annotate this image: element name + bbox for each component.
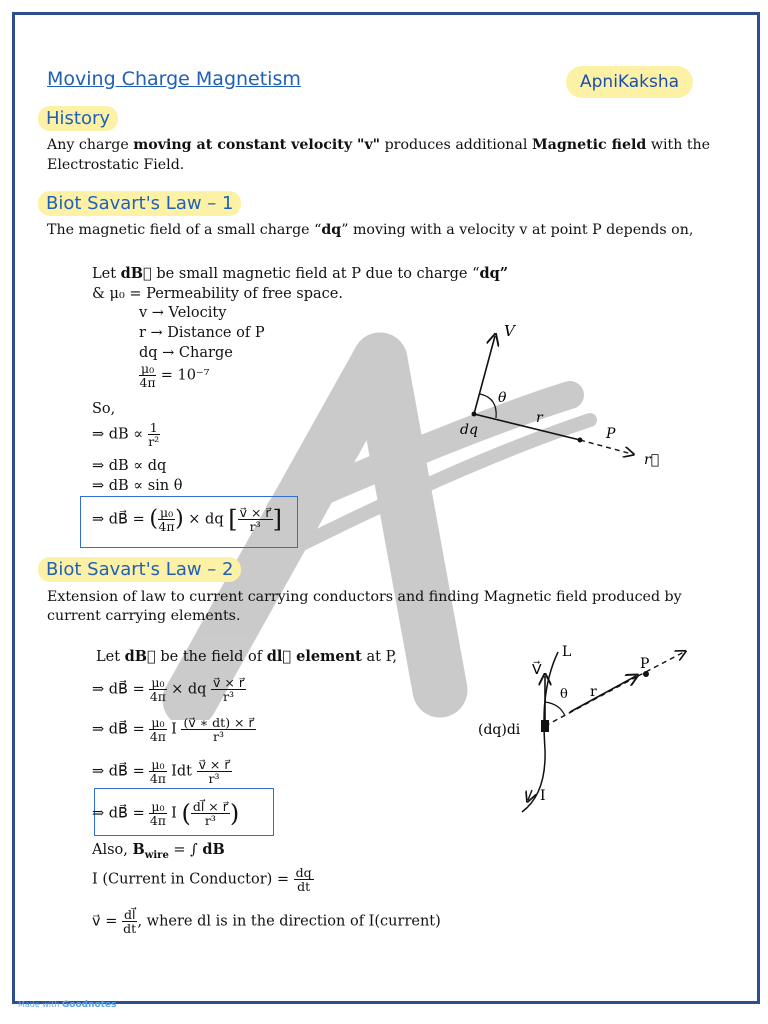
law1-charge-dot xyxy=(472,412,477,417)
law1-mu-value xyxy=(139,362,209,389)
law2-eq4-a: ⇒ dB⃗ = xyxy=(92,805,145,822)
law1-mu-den: 4π xyxy=(139,375,156,390)
law2-eq3-a: ⇒ dB⃗ = xyxy=(92,763,145,780)
law2-eq3-num: μ₀ xyxy=(151,757,165,772)
law2-eq4-vden: r³ xyxy=(204,813,216,828)
law2-current-arrow xyxy=(528,790,532,800)
law1-r-dashed xyxy=(580,440,632,454)
law1-res-num: μ₀ xyxy=(159,505,174,520)
law2-let-e: at P, xyxy=(366,649,397,665)
law1-prop2: ⇒ dB ∝ dq xyxy=(92,458,167,474)
law1-prop1-num: 1 xyxy=(149,420,158,435)
law2-eq2-frac xyxy=(149,716,166,743)
law1-label-p: P xyxy=(606,426,616,442)
law1-res-b: × dq xyxy=(188,511,224,528)
law1-label-r: r xyxy=(536,410,543,426)
law1-so: So, xyxy=(92,401,116,417)
law2-label-l: L xyxy=(562,644,572,660)
law1-prop1 xyxy=(92,421,160,448)
history-text-3: with the xyxy=(650,137,711,153)
history-bold-1: moving at constant velocity "v" xyxy=(133,137,381,153)
law2-eq2 xyxy=(92,716,256,743)
law1-res-paren-r: ) xyxy=(175,506,184,532)
brand-logo: ApniKaksha xyxy=(566,66,693,98)
law2-let-a: Let xyxy=(96,649,121,665)
law2-also-sub: wire xyxy=(144,849,169,861)
law2-eq4-b: I xyxy=(171,805,177,822)
law2-curr-den: dt xyxy=(297,879,311,894)
law2-eq3-vfrac xyxy=(197,758,232,785)
law1-let-b: dB⃗ xyxy=(120,265,152,282)
law2-eq3-vden: r³ xyxy=(208,771,220,786)
law1-label-theta: θ xyxy=(498,390,507,406)
law2-eq3-b: Idt xyxy=(171,763,192,780)
law1-prop1-frac xyxy=(148,421,160,448)
law2-eq2-b: I xyxy=(171,721,177,738)
law2-label-p: P xyxy=(640,656,650,672)
law2-curr-num: dq xyxy=(295,865,312,880)
law1-res-den: 4π xyxy=(158,519,175,534)
law2-eq3-frac xyxy=(149,758,166,785)
law2-eq4 xyxy=(92,800,239,827)
law1-prop1-a: ⇒ dB ∝ xyxy=(92,426,144,443)
law2-vel-num: dl⃗ xyxy=(123,907,136,922)
law1-let xyxy=(92,264,508,284)
law1-result xyxy=(92,506,282,533)
footer-badge xyxy=(18,1000,116,1010)
law2-vel-den: dt xyxy=(123,921,137,936)
law2-label-r: r xyxy=(590,684,597,700)
law2-also-d: dB xyxy=(202,841,225,858)
law1-mu-frac xyxy=(139,362,156,389)
law1-label-dq: dq xyxy=(460,422,478,438)
law1-mu-val: = 10⁻⁷ xyxy=(160,367,210,384)
law2-label-i: I xyxy=(540,788,546,804)
footer-made-with: Made with xyxy=(18,1000,60,1009)
law2-let xyxy=(96,647,397,667)
law2-eq3-den: 4π xyxy=(149,771,167,786)
law1-res-a: ⇒ dB⃗ = xyxy=(92,511,145,528)
law2-eq2-vfrac xyxy=(181,716,255,743)
law2-intro-l1: Extension of law to current carrying conductors and finding Magnetic field produced by xyxy=(47,589,682,605)
history-text-line2: Electrostatic Field. xyxy=(47,157,185,173)
law2-also xyxy=(92,840,225,866)
law1-heading: Biot Savart's Law – 1 xyxy=(38,191,241,216)
law2-vel-b: , where dl is in the direction of I(current) xyxy=(137,913,441,930)
law1-intro xyxy=(47,220,693,240)
law2-eq1-num: μ₀ xyxy=(151,675,165,690)
history-bold-2: Magnetic field xyxy=(531,137,647,153)
law1-res-bracket-l: [ xyxy=(228,505,238,534)
law2-r-arrow xyxy=(570,676,636,712)
law2-curr-a: I (Current in Conductor) = xyxy=(92,871,290,888)
law2-eq2-vden: r³ xyxy=(213,729,225,744)
law2-eq2-a: ⇒ dB⃗ = xyxy=(92,721,145,738)
law2-eq4-vfrac xyxy=(191,800,230,827)
law2-let-b: dB⃗ xyxy=(124,648,156,665)
law1-label-rvec: r⃗ xyxy=(644,452,660,468)
law1-let-c: be small magnetic field at P due to charge “ xyxy=(156,266,480,282)
law1-diagram xyxy=(450,318,680,473)
law1-dq-line: dq → Charge xyxy=(139,345,233,361)
law1-theta-arc xyxy=(480,394,496,418)
law2-also-c: = ∫ xyxy=(173,842,198,858)
page-title: Moving Charge Magnetism xyxy=(47,68,301,90)
footer-app-name: Goodnotes xyxy=(61,1000,117,1010)
law2-eq1-b: × dq xyxy=(171,681,207,698)
law2-current xyxy=(92,866,314,893)
law2-intro-l2: current carrying elements. xyxy=(47,608,241,624)
law1-res-vnum: v⃗ × r⃗ xyxy=(239,505,271,520)
law2-eq4-paren-r: ) xyxy=(229,799,240,828)
law2-eq2-num: μ₀ xyxy=(151,715,165,730)
law1-r-line: r → Distance of P xyxy=(139,325,265,341)
law2-curr-frac xyxy=(294,866,314,893)
law2-theta-arc xyxy=(545,702,565,716)
law2-eq3-vnum: v⃗ × r⃗ xyxy=(198,757,230,772)
law2-eq4-vnum: dl⃗ × r⃗ xyxy=(192,799,228,814)
law1-intro-c: ” moving with a velocity v at point P depends on, xyxy=(341,222,694,238)
law2-vel-a: v⃗ = xyxy=(92,913,118,930)
law2-element-marker xyxy=(541,720,549,732)
history-text-2: produces additional xyxy=(384,137,528,153)
law1-v-line: v → Velocity xyxy=(139,305,227,321)
law1-res-bracket-r: ] xyxy=(272,505,282,534)
history-text xyxy=(47,135,737,155)
law2-heading: Biot Savart's Law – 2 xyxy=(38,557,241,582)
law2-eq4-paren-l: ( xyxy=(181,799,191,828)
law1-point-p xyxy=(578,438,583,443)
law2-eq1-vnum: v⃗ × r⃗ xyxy=(213,675,245,690)
law2-eq1-den: 4π xyxy=(149,689,167,704)
law1-prop3: ⇒ dB ∝ sin θ xyxy=(92,478,183,494)
law2-eq1-frac xyxy=(149,676,166,703)
law2-let-d: dl⃗ element xyxy=(266,648,362,665)
law1-velocity-arrow xyxy=(474,336,495,414)
law1-res-frac xyxy=(158,506,175,533)
law2-eq3 xyxy=(92,758,232,785)
law2-eq1-vden: r³ xyxy=(223,689,235,704)
law1-let-d: dq” xyxy=(479,265,509,282)
law1-r-line-shape xyxy=(474,414,580,440)
history-heading: History xyxy=(38,106,118,131)
law2-eq4-frac xyxy=(149,800,166,827)
history-text-1: Any charge xyxy=(47,137,129,153)
law1-res-vfrac xyxy=(238,506,273,533)
law2-vel-frac xyxy=(122,908,137,935)
law2-eq1-a: ⇒ dB⃗ = xyxy=(92,681,145,698)
law2-eq1 xyxy=(92,676,246,703)
law2-diagram xyxy=(470,640,700,820)
law1-mu-line: & μ₀ = Permeability of free space. xyxy=(92,286,343,302)
law2-eq2-den: 4π xyxy=(149,729,167,744)
law2-label-dqdi: (dq)di xyxy=(478,722,521,738)
law1-res-vden: r³ xyxy=(249,519,261,534)
law2-let-c: be the field of xyxy=(160,649,263,665)
law2-eq4-den: 4π xyxy=(149,813,167,828)
law2-eq2-vnum: (v⃗ ∗ dt) × r⃗ xyxy=(183,715,254,730)
law2-also-a: Also, xyxy=(92,842,128,858)
law2-label-v: V⃗ xyxy=(532,662,542,678)
law2-eq1-vfrac xyxy=(211,676,246,703)
law2-label-theta: θ xyxy=(560,687,568,702)
law2-velocity xyxy=(92,908,441,935)
law1-intro-b: dq xyxy=(321,222,342,238)
law1-let-a: Let xyxy=(92,266,117,282)
law1-intro-a: The magnetic field of a small charge “ xyxy=(47,222,322,238)
law1-mu-num: μ₀ xyxy=(141,361,155,376)
law1-prop1-den: r² xyxy=(148,434,160,449)
law2-also-b: B xyxy=(132,841,145,858)
law2-eq4-num: μ₀ xyxy=(151,799,165,814)
law1-label-v: V xyxy=(504,322,515,340)
law1-res-paren-l: ( xyxy=(149,506,158,532)
